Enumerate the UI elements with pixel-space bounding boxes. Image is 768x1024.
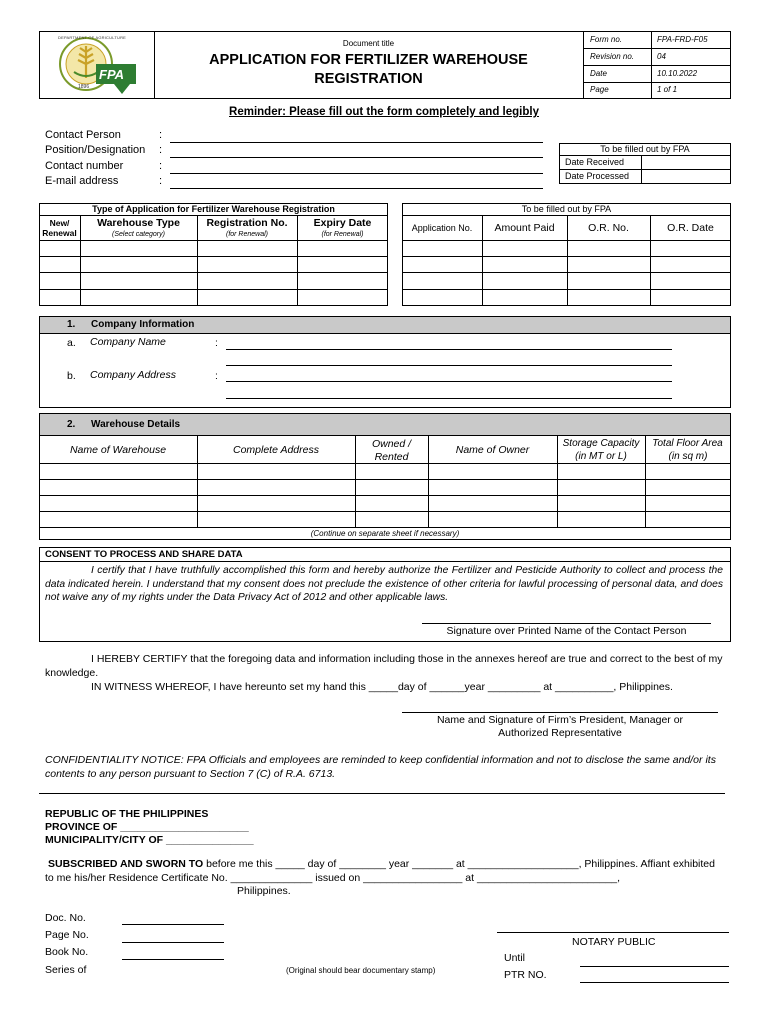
sworn-statement [45,858,725,885]
colon: : [159,175,163,187]
section-1-num: 1. [67,319,76,330]
contact-label-number: Contact number [45,160,124,172]
position-input[interactable] [170,157,543,158]
colon: : [215,370,218,382]
meta-label-form: Form no. [590,35,623,44]
col-expiry-date: Expiry Date [313,217,372,229]
page-title-line2: REGISTRATION [314,71,423,87]
consent-signature-label: Signature over Printed Name of the Contact Person [446,625,687,637]
president-signature-line[interactable] [402,712,718,713]
section-1-title: Company Information [91,319,195,330]
col-warehouse-type-sub: (Select category) [112,231,165,238]
company-address-letter: b. [67,370,76,382]
sworn-bold: SUBSCRIBED AND SWORN TO [48,858,204,870]
company-name-input[interactable] [226,349,672,350]
colon: : [215,337,218,349]
municipality-label: MUNICIPALITY/CITY OF _______________ [45,834,254,846]
col-owned: Owned / [371,438,412,450]
contact-label-position: Position/Designation [45,144,146,156]
certify-text: I HEREBY CERTIFY that the foregoing data and information including those in the annexes hereof are true and correct to the best of my knowledge. [45,653,723,679]
col-new: New/ [49,218,70,228]
meta-value-form: FPA-FRD-F05 [657,35,708,44]
col-storage-unit: (in MT or L) [575,451,627,462]
meta-value-page: 1 of 1 [657,85,678,94]
book-no-input[interactable] [122,959,224,960]
stamp-note: (Original should bear documentary stamp) [286,966,436,975]
logo-year: 1896 [78,84,90,90]
col-registration-no: Registration No. [206,217,288,229]
page-no-input[interactable] [122,942,224,943]
company-address-label: Company Address [90,369,176,381]
logo-text: FPA [99,67,125,82]
contact-label-email: E-mail address [45,175,119,187]
book-no-label: Book No. [45,946,89,958]
col-application-no: Application No. [411,223,473,233]
meta-label-revision: Revision no. [590,52,635,61]
col-floor-area-unit: (in sq m) [668,451,708,462]
col-rented: Rented [374,451,409,463]
doc-title-label: Document title [342,39,395,48]
colon: : [159,144,163,156]
company-name-input-2[interactable] [226,365,672,366]
contact-label-person: Contact Person [45,129,121,141]
col-expiry-date-sub: (for Renewal) [321,231,364,238]
col-owner-name: Name of Owner [455,444,530,456]
reminder-text: Reminder: Please fill out the form completely and legibly [229,106,539,118]
email-input[interactable] [170,188,543,189]
sworn-end: Philippines. [237,885,291,897]
page-no-label: Page No. [45,929,89,941]
col-storage: Storage Capacity [562,438,640,449]
section-2-title: Warehouse Details [91,419,181,430]
notary-public-label: NOTARY PUBLIC [572,936,656,948]
consent-body: I certify that I have truthfully accomplished this form and hereby authorize the Fertilizer and Pesticide Authority to collect and process the data indicated herein. I understand that my consent does not preclude the existence of other criteria for lawful processing of personal data, and does not waive any of my rights under the Data Privacy Act of 2012 and other applicable laws. [45,565,723,603]
sworn-rest: before me this _____ day of ________ year _______ at ___________________, Philippines. Affiant exhibited to me his/her Residence Certificate No. ______________ issued on _________________ at ________________________, [45,858,715,884]
fpa-table-title: To be filled out by FPA [521,204,612,214]
ptr-input[interactable] [580,982,729,983]
continue-note: (Continue on separate sheet if necessary) [310,529,460,538]
ptr-label: PTR NO. [504,969,547,981]
col-complete-address: Complete Address [233,444,319,456]
notary-signature-line[interactable] [497,932,729,933]
fpa-box-title: To be filled out by FPA [600,144,690,154]
meta-value-revision: 04 [657,52,666,61]
province-label: PROVINCE OF ______________________ [45,821,249,833]
series-of-label: Series of [45,964,87,976]
contact-person-input[interactable] [170,142,543,143]
witness-text: IN WITNESS WHEREOF, I have hereunto set my hand this _____day of ______year _________ at __________, Philippines. [91,681,673,693]
col-floor-area: Total Floor Area [652,438,723,449]
col-renewal: Renewal [42,228,77,238]
fpa-logo-icon [56,34,140,96]
col-amount-paid: Amount Paid [494,222,555,234]
meta-label-date: Date [590,69,607,78]
doc-no-label: Doc. No. [45,912,86,924]
president-signature-label-1: Name and Signature of Firm’s President, Manager or [436,714,684,726]
col-registration-no-sub: (for Renewal) [225,231,268,238]
meta-value-date: 10.10.2022 [657,69,698,78]
page-title-line1: APPLICATION FOR FERTILIZER WAREHOUSE [209,52,528,68]
col-or-no: O.R. No. [588,222,629,234]
consent-signature-line[interactable] [422,623,711,624]
company-address-input-2[interactable] [226,398,672,399]
consent-title: CONSENT TO PROCESS AND SHARE DATA [45,549,243,560]
confidentiality-notice: CONFIDENTIALITY NOTICE: FPA Officials and employees are reminded to keep confidential information and not to disclose the same and/or its contents to any person pursuant to Section 7 (C) of R.A. 6713. [45,754,716,780]
colon: : [159,129,163,141]
col-warehouse-type: Warehouse Type [97,217,180,229]
republic-label: REPUBLIC OF THE PHILIPPINES [45,808,209,820]
company-address-input[interactable] [226,381,672,382]
until-label: Until [504,952,526,964]
colon: : [159,160,163,172]
company-name-letter: a. [67,337,76,349]
doc-no-input[interactable] [122,924,224,925]
date-processed-label: Date Processed [565,171,630,181]
col-or-date: O.R. Date [667,222,714,234]
contact-number-input[interactable] [170,173,543,174]
until-input[interactable] [580,966,729,967]
company-name-label: Company Name [90,336,166,348]
type-table-title: Type of Application for Fertilizer Warehouse Registration [92,204,335,214]
president-signature-label-2: Authorized Representative [498,727,622,739]
meta-label-page: Page [590,85,609,94]
logo-arc-text: DEPARTMENT OF AGRICULTURE [58,35,127,40]
date-received-label: Date Received [565,157,625,167]
section-2-num: 2. [67,419,76,430]
col-warehouse-name: Name of Warehouse [69,444,167,456]
